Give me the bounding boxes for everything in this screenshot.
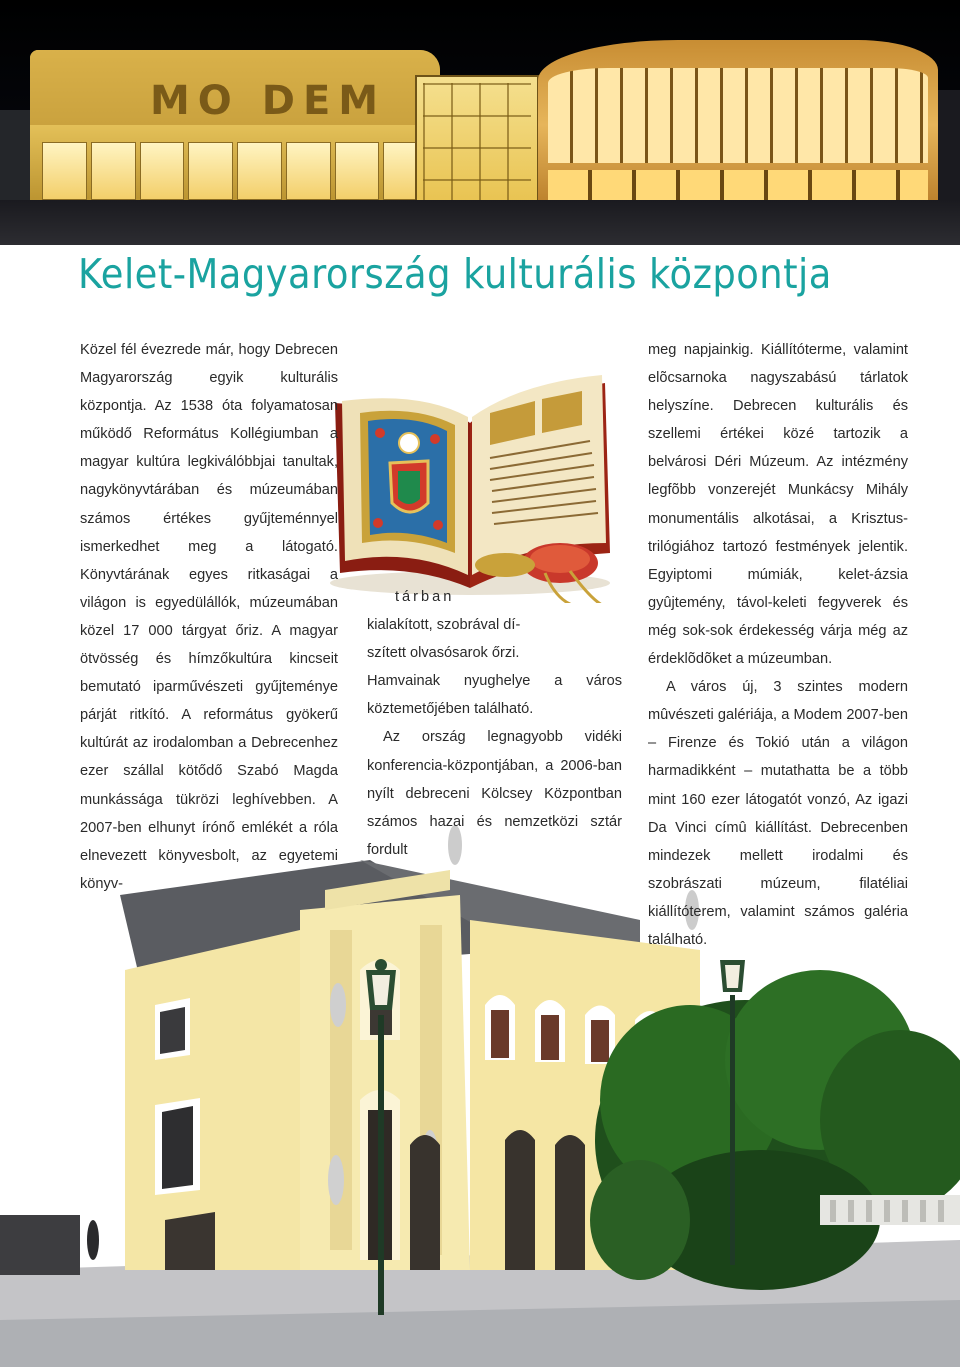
right-structure xyxy=(938,90,960,210)
modem-sign: MO DEM xyxy=(150,78,387,124)
left-column-text: Közel fél évezrede már, hogy Debrecen Magyarország egyik kulturális központja. Az 1538 óta folyamatosan működő Református Kollégiumban a magyar kultúra legkiválóbbjai tanultak, nagykönyvtárában és múzeumában számos értékes gyűjteménnyel ismerkedhet meg a látogató. Könyvtárának egyes ritkaságai a világon is egyedülállók, múzeumában közel 17 000 tárgyat őriz. A magyar ötvösség és hímzőkultúra kincseit bemutató iparművészeti gyűjteménye párját ritkító. A református gyökerű kultúrát az irodalomban a Debrecenhez ezer szállal kötődő Szabó Magda munkássága tükrözi leghívebben. A 2007-ben elhunyt írónő emlékét a róla elnevezett könyvesbolt, az egyetemi könyv- xyxy=(80,342,338,892)
page-title: Kelet-Magyarország kulturális központja xyxy=(78,250,832,298)
ground-floor-windows xyxy=(42,142,428,200)
middle-line-1: tárban xyxy=(395,589,455,605)
middle-line-3: szített olvasósarok őrzi. xyxy=(367,645,520,662)
illuminated-book-photo xyxy=(320,343,620,603)
right-para-2: A város új, 3 szintes modern mûvészeti galériája, a Modem 2007-ben – Firenze és Tokió után a világon harmadikként – mutathatta be a több mint 160 ezer látogatót vonzó, Az igazi Da Vinci címû kiállítást. Debrecenben mindezek mellett irodalmi és szobrászati múzeum, filatéliai kiállítóterem, valamint számos galéria található. xyxy=(648,679,908,948)
plaza xyxy=(0,200,960,245)
right-column-text xyxy=(648,336,908,954)
middle-line-4: Hamvainak nyughelye a város köztemetőjében található. xyxy=(367,673,622,718)
modem-building-photo xyxy=(0,0,960,245)
glass-entrance xyxy=(415,75,539,209)
middle-line-2: kialakított, szobrával dí- xyxy=(367,617,521,634)
middle-column-text xyxy=(367,583,622,864)
right-para-1: meg napjainkig. Kiállítóterme, valamint elõcsarnoka nagyszabású tárlatok helyszíne. Debrecen kulturális és szellemi értékei közé tartozik a belvárosi Déri Múzeum. Az intézmény legfõbb vonzerejét Munkácsy Mihály monumentális alkotásai, a Krisztus-trilógiához tartozó festmények jelentik. Egyiptomi múmiák, kelet-ázsia gyûjtemény, távol-keleti fegyverek és még sok-sok érdekesség várja még az érdeklõdõket a múzeumban. xyxy=(648,342,908,668)
adjacent-building xyxy=(0,110,30,210)
modem-right-wing xyxy=(538,40,938,210)
middle-line-5: Az ország legnagyobb vidéki konferencia-központjában, a 2006-ban nyílt debreceni Kölcsey Központban számos hazai és nemzetközi sztár fordult xyxy=(367,729,622,858)
modem-left-wing xyxy=(30,50,440,210)
